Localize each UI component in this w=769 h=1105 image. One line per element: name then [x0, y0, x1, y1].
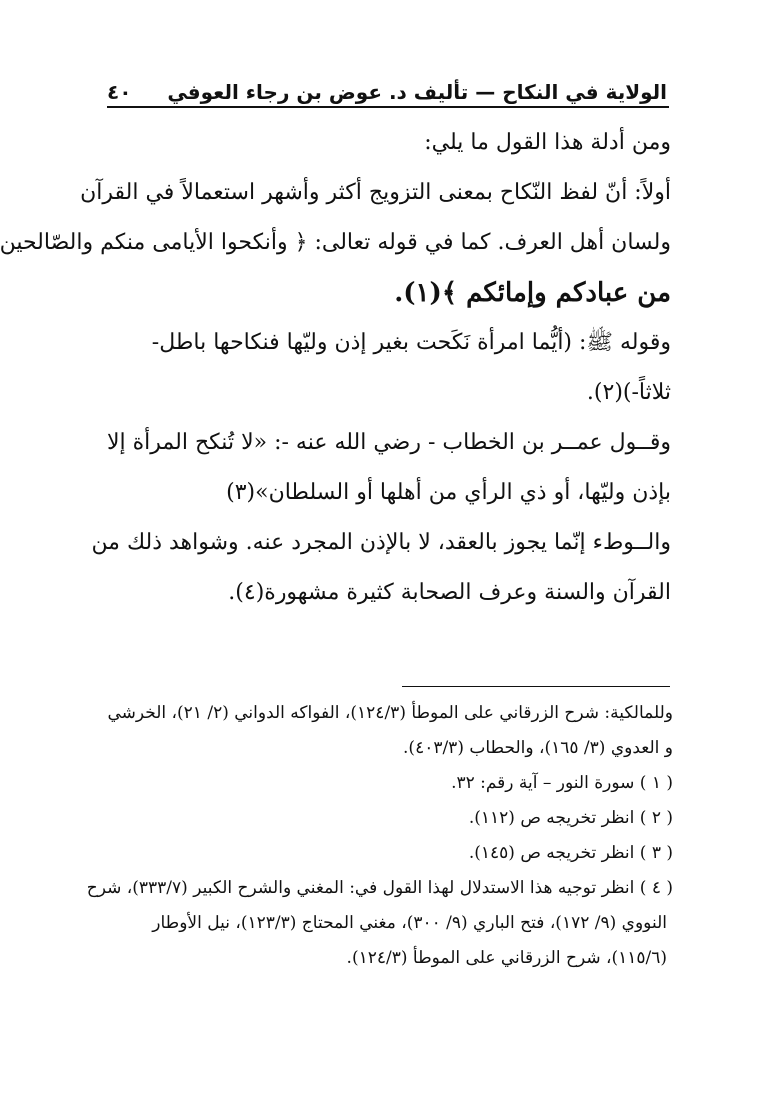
header-title: الولاية في النكاح — تأليف د. عوض بن رجاء العوفي: [167, 80, 667, 104]
main-text: [0, 118, 671, 618]
body-line: أولاً: أنّ لفظ النّكاح بمعنى التزويج أكثر وأشهر استعمالاً في القرآن: [80, 180, 671, 205]
body-line: القرآن والسنة وعرف الصحابة كثيرة مشهورة(٤).: [228, 580, 671, 605]
footnote-divider: [402, 686, 670, 687]
body-line: ومن أدلة هذا القول ما يلي:: [424, 130, 671, 155]
body-line: وقــول عمــر بن الخطاب - رضي الله عنه -: «لا تُنكح المرأة إلا: [107, 430, 671, 455]
body-line: بإذن وليّها، أو ذي الرأي من أهلها أو السلطان»(٣): [226, 480, 671, 505]
quran-verse-line: من عبادكم وإمائكم ﴾(١).: [394, 278, 671, 308]
page-number: ٤٠: [107, 80, 132, 104]
footnote-line: (١١٥/٦)، شرح الزرقاني على الموطأ (١٢٤/٣).: [346, 948, 667, 968]
footnote-4: ( ٤ ) انظر توجيه هذا الاستدلال لهذا القول في: المغني والشرح الكبير (٣٣٣/٧)، شرح: [86, 878, 673, 898]
body-line: وقوله ﷺ: (أيُّما امرأة نَكَحت بغير إذن وليّها فنكاحها باطل-: [151, 330, 671, 355]
body-line: ثلاثاً-)(٢).: [586, 380, 671, 405]
footnote-1: ( ١ ) سورة النور – آية رقم: ٣٢.: [451, 773, 673, 793]
footnotes: [86, 696, 673, 976]
footnote-3: ( ٣ ) انظر تخريجه ص (١٤٥).: [468, 843, 673, 863]
running-header: [107, 68, 667, 104]
footnote-line: و العدوي (٣/ ١٦٥)، والحطاب (٤٠٣/٣).: [403, 738, 673, 758]
footnote-line: النووي (٩/ ١٧٢)، فتح الباري (٩/ ٣٠٠)، مغني المحتاج (١٢٣/٣)، نيل الأوطار: [152, 913, 667, 933]
footnote-2: ( ٢ ) انظر تخريجه ص (١١٢).: [468, 808, 673, 828]
body-line: والــوطء إنّما يجوز بالعقد، لا بالإذن المجرد عنه. وشواهد ذلك من: [91, 530, 671, 555]
body-line: ولسان أهل العرف. كما في قوله تعالى: ﴿ وأنكحوا الأيامى منكم والصّالحين: [0, 230, 671, 255]
header-divider: [107, 106, 669, 108]
footnote-line: وللمالكية: شرح الزرقاني على الموطأ (١٢٤/٣)، الفواكه الدواني (٢/ ٢١)، الخرشي: [107, 703, 673, 723]
